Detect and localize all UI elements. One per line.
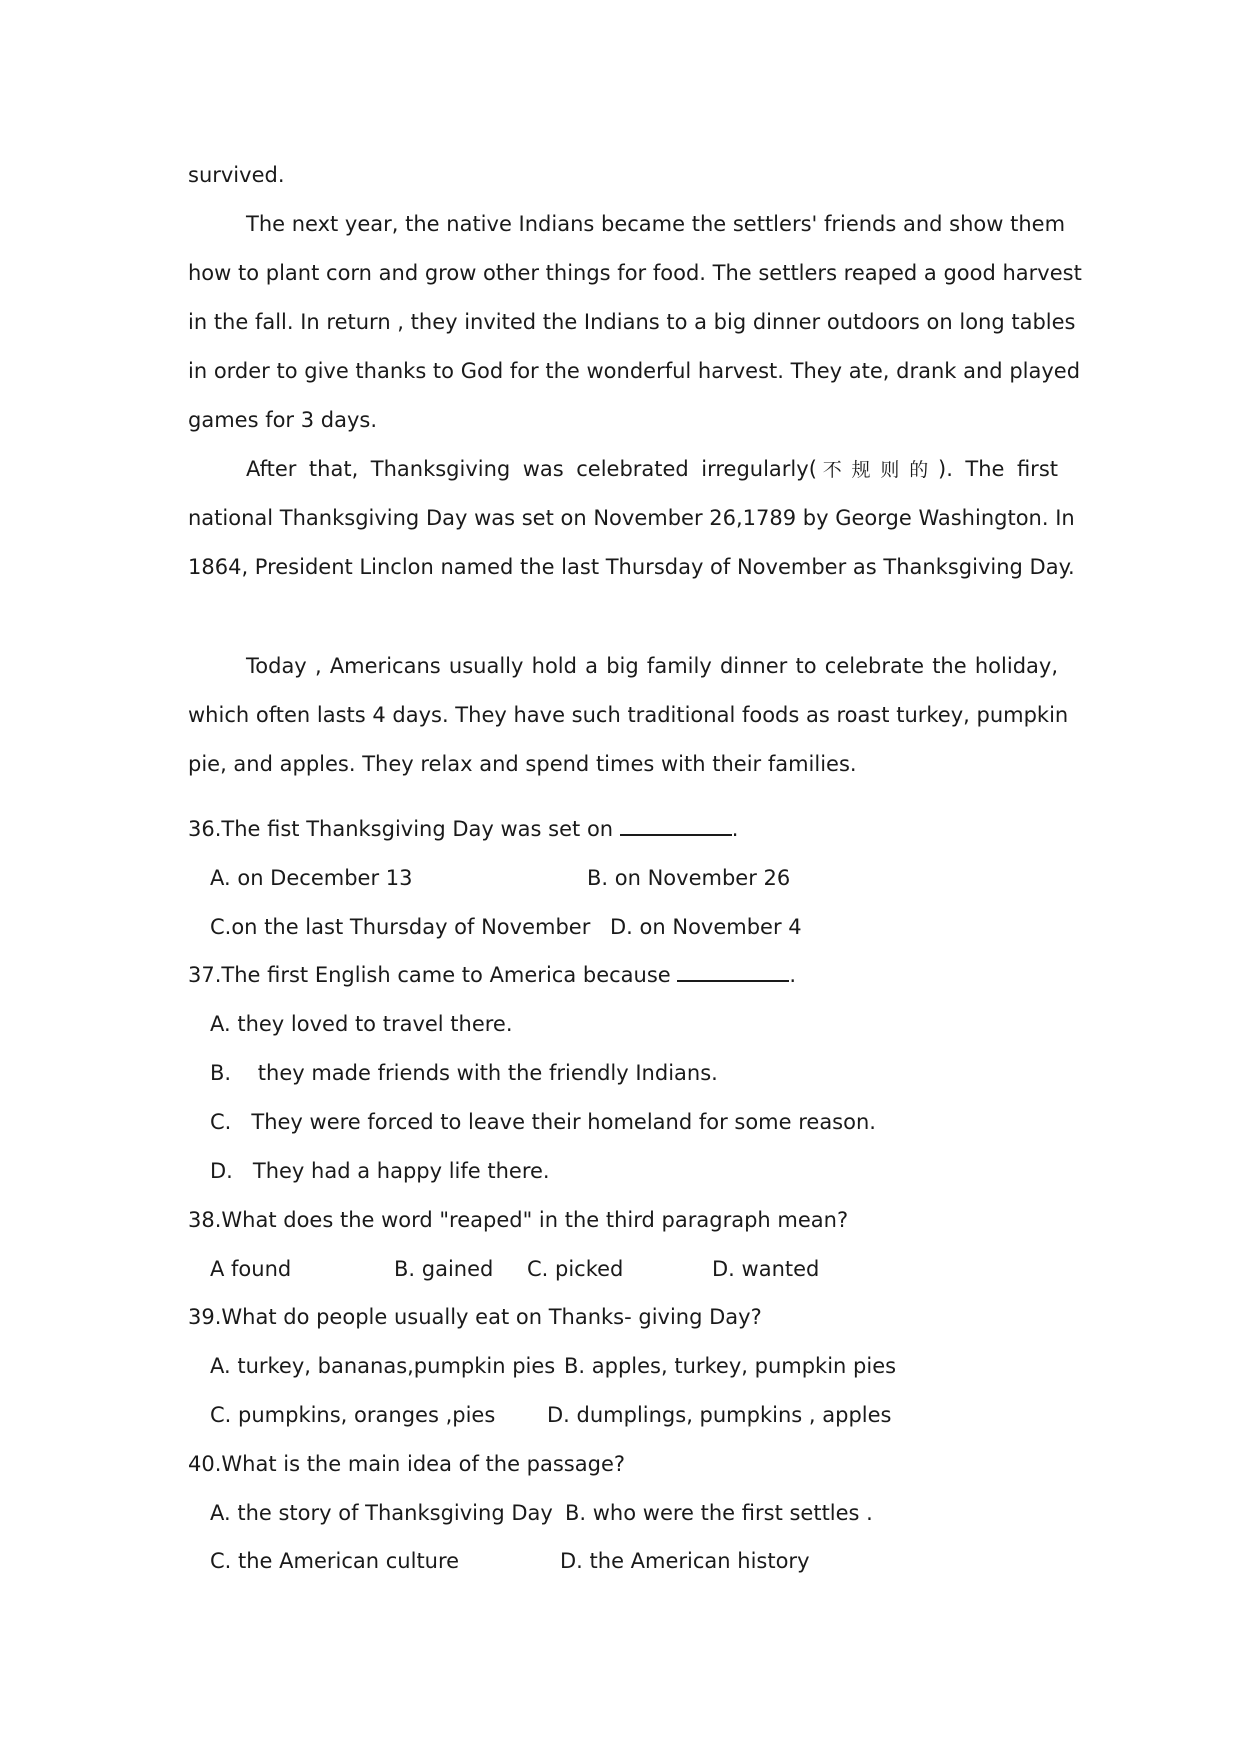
question-text: 36.The fist Thanksgiving Day was set on bbox=[188, 817, 614, 841]
option-37-b: B. they made friends with the friendly Indians. bbox=[210, 1061, 718, 1085]
paragraph-text: After that, Thanksgiving was celebrated irregularly( bbox=[246, 457, 817, 481]
paragraph-line: which often lasts 4 days. They have such traditional foods as roast turkey, pumpkin bbox=[188, 703, 1069, 727]
question-40-stem: 40.What is the main idea of the passage? bbox=[188, 1452, 626, 1476]
option-40-a: A. the story of Thanksgiving Day bbox=[210, 1501, 553, 1525]
option-39-b: B. apples, turkey, pumpkin pies bbox=[564, 1354, 897, 1378]
paragraph-line: in order to give thanks to God for the wonderful harvest. They ate, drank and played bbox=[188, 359, 1081, 383]
question-text-end: . bbox=[789, 963, 797, 987]
paragraph-line: pie, and apples. They relax and spend times with their families. bbox=[188, 752, 857, 776]
question-36-stem bbox=[188, 814, 738, 844]
option-38-d: D. wanted bbox=[712, 1257, 820, 1281]
option-40-c: C. the American culture bbox=[210, 1549, 460, 1573]
option-38-a: A found bbox=[210, 1257, 292, 1281]
question-37-stem bbox=[188, 960, 796, 990]
paragraph-line: The next year, the native Indians became the settlers' friends and show them bbox=[246, 212, 1066, 236]
option-36-b: B. on November 26 bbox=[587, 866, 791, 890]
paragraph-line: 1864, President Linclon named the last Thursday of November as Thanksgiving Day. bbox=[188, 555, 1075, 579]
paragraph-text: ). The first bbox=[938, 457, 1058, 481]
paragraph-line: survived. bbox=[188, 163, 285, 187]
chinese-gloss: 不规则的 bbox=[816, 459, 939, 481]
paragraph-line: how to plant corn and grow other things for food. The settlers reaped a good harvest bbox=[188, 261, 1082, 285]
paragraph-line: in the fall. In return , they invited the Indians to a big dinner outdoors on long tables bbox=[188, 310, 1076, 334]
option-40-b: B. who were the first settles . bbox=[565, 1501, 873, 1525]
option-36-d: D. on November 4 bbox=[610, 915, 802, 939]
option-37-a: A. they loved to travel there. bbox=[210, 1012, 513, 1036]
paragraph-line: games for 3 days. bbox=[188, 408, 378, 432]
option-36-c: C.on the last Thursday of November bbox=[210, 915, 591, 939]
answer-blank bbox=[677, 960, 789, 982]
option-38-c: C. picked bbox=[527, 1257, 624, 1281]
answer-blank bbox=[620, 814, 732, 836]
question-38-stem: 38.What does the word "reaped" in the third paragraph mean? bbox=[188, 1208, 849, 1232]
option-36-a: A. on December 13 bbox=[210, 866, 413, 890]
option-37-c: C. They were forced to leave their homeland for some reason. bbox=[210, 1110, 876, 1134]
option-38-b: B. gained bbox=[394, 1257, 494, 1281]
question-text-end: . bbox=[731, 817, 739, 841]
option-37-d: D. They had a happy life there. bbox=[210, 1159, 550, 1183]
paragraph-line bbox=[246, 454, 1058, 485]
option-39-c: C. pumpkins, oranges ,pies bbox=[210, 1403, 496, 1427]
paragraph-line: Today , Americans usually hold a big family dinner to celebrate the holiday, bbox=[246, 654, 1058, 678]
option-39-d: D. dumplings, pumpkins , apples bbox=[547, 1403, 892, 1427]
question-text: 37.The first English came to America because bbox=[188, 963, 671, 987]
paragraph-line: national Thanksgiving Day was set on November 26,1789 by George Washington. In bbox=[188, 506, 1075, 530]
option-39-a: A. turkey, bananas,pumpkin pies bbox=[210, 1354, 556, 1378]
question-39-stem: 39.What do people usually eat on Thanks- giving Day? bbox=[188, 1305, 762, 1329]
option-40-d: D. the American history bbox=[560, 1549, 810, 1573]
